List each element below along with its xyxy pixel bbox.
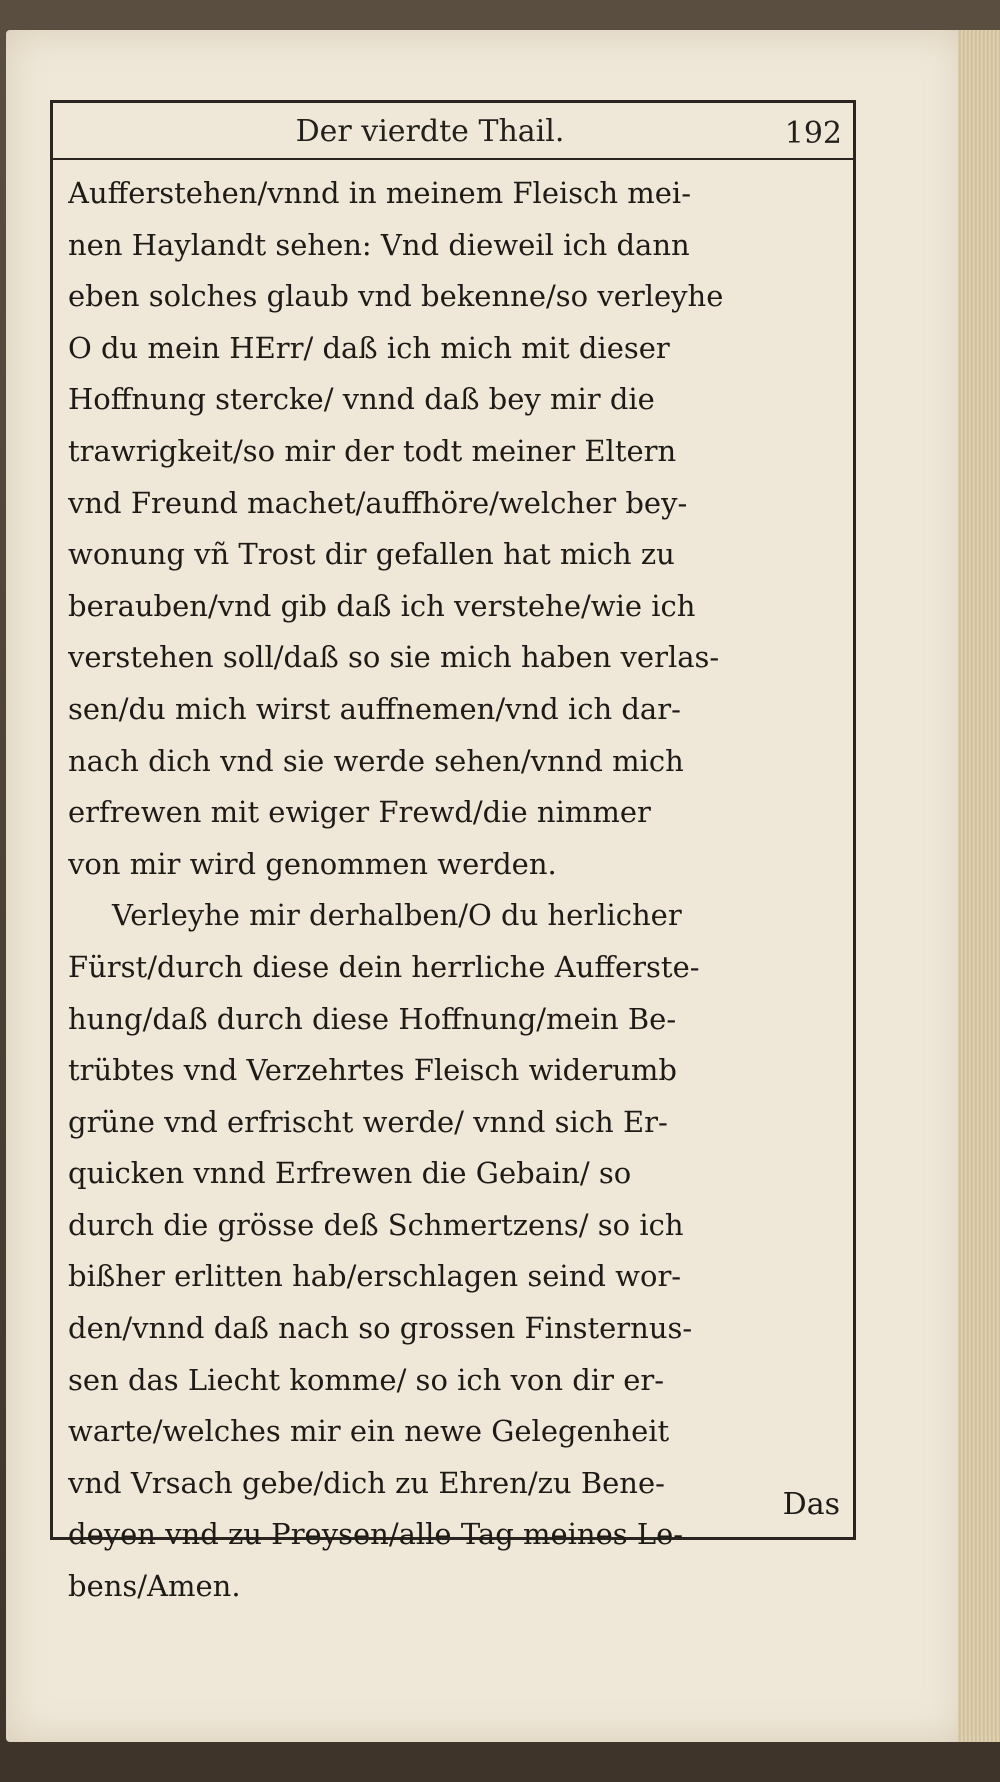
- text-line: warte/welches mir ein newe Gelegenheit: [68, 1414, 670, 1449]
- text-line: nen Haylandt sehen: Vnd dieweil ich dann: [68, 227, 690, 262]
- text-line: hung/daß durch diese Hoffnung/mein Be-: [68, 1001, 677, 1036]
- frame-rule-top: [50, 100, 856, 103]
- text-line: Hoffnung stercke/ vnnd daß bey mir die: [68, 382, 655, 417]
- text-frame: [50, 100, 856, 1604]
- frame-rule-right: [853, 100, 856, 1540]
- text-line: bens/Amen.: [68, 1569, 241, 1604]
- text-line: trawrigkeit/so mir der todt meiner Eltern: [68, 433, 677, 468]
- text-line: eben solches glaub vnd bekenne/so verleyhe: [68, 279, 724, 314]
- text-line: verstehen soll/daß so sie mich haben verlas-: [68, 640, 720, 675]
- text-line: bißher erlitten hab/erschlagen seind wor-: [68, 1259, 682, 1294]
- text-line: berauben/vnd gib daß ich verstehe/wie ich: [68, 588, 696, 623]
- running-title: Der vierdte Thail.: [295, 114, 565, 149]
- text-line: durch die grösse deß Schmertzens/ so ich: [68, 1207, 684, 1242]
- paragraph-1: [68, 168, 838, 890]
- text-line: sen das Liecht komme/ so ich von dir er-: [68, 1362, 665, 1397]
- text-line: erfrewen mit ewiger Frewd/die nimmer: [68, 795, 651, 830]
- text-line: quicken vnnd Erfrewen die Gebain/ so: [68, 1156, 632, 1191]
- text-line: den/vnnd daß nach so grossen Finsternus-: [68, 1311, 693, 1346]
- text-line: Aufferstehen/vnnd in meinem Fleisch mei-: [68, 176, 692, 210]
- text-line: grüne vnd erfrischt werde/ vnnd sich Er-: [68, 1104, 668, 1139]
- text-line: Verleyhe mir derhalben/O du herlicher: [112, 898, 682, 933]
- text-line: wonung vñ Trost dir gefallen hat mich zu: [68, 537, 675, 572]
- body-text: [68, 168, 838, 1604]
- paragraph-2: [68, 890, 838, 1612]
- page-number: 192: [784, 116, 842, 151]
- header-rule: [50, 158, 856, 160]
- page-edges: [958, 30, 1000, 1742]
- text-line: von mir wird genommen werden.: [68, 846, 557, 881]
- text-line: deyen vnd zu Preysen/alle Tag meines Le-: [68, 1517, 684, 1552]
- catchword: Das: [782, 1487, 840, 1522]
- text-line: sen/du mich wirst auffnemen/vnd ich dar-: [68, 691, 681, 726]
- text-line: trübtes vnd Verzehrtes Fleisch widerumb: [68, 1053, 677, 1088]
- text-line: vnd Vrsach gebe/dich zu Ehren/zu Bene-: [68, 1465, 665, 1500]
- text-line: vnd Freund machet/auffhöre/welcher bey-: [68, 485, 688, 520]
- text-line: nach dich vnd sie werde sehen/vnnd mich: [68, 743, 684, 778]
- text-line: O du mein HErr/ daß ich mich mit dieser: [68, 330, 670, 365]
- text-line: Fürst/durch diese dein herrliche Aufferste-: [68, 949, 700, 984]
- frame-rule-left: [50, 100, 53, 1540]
